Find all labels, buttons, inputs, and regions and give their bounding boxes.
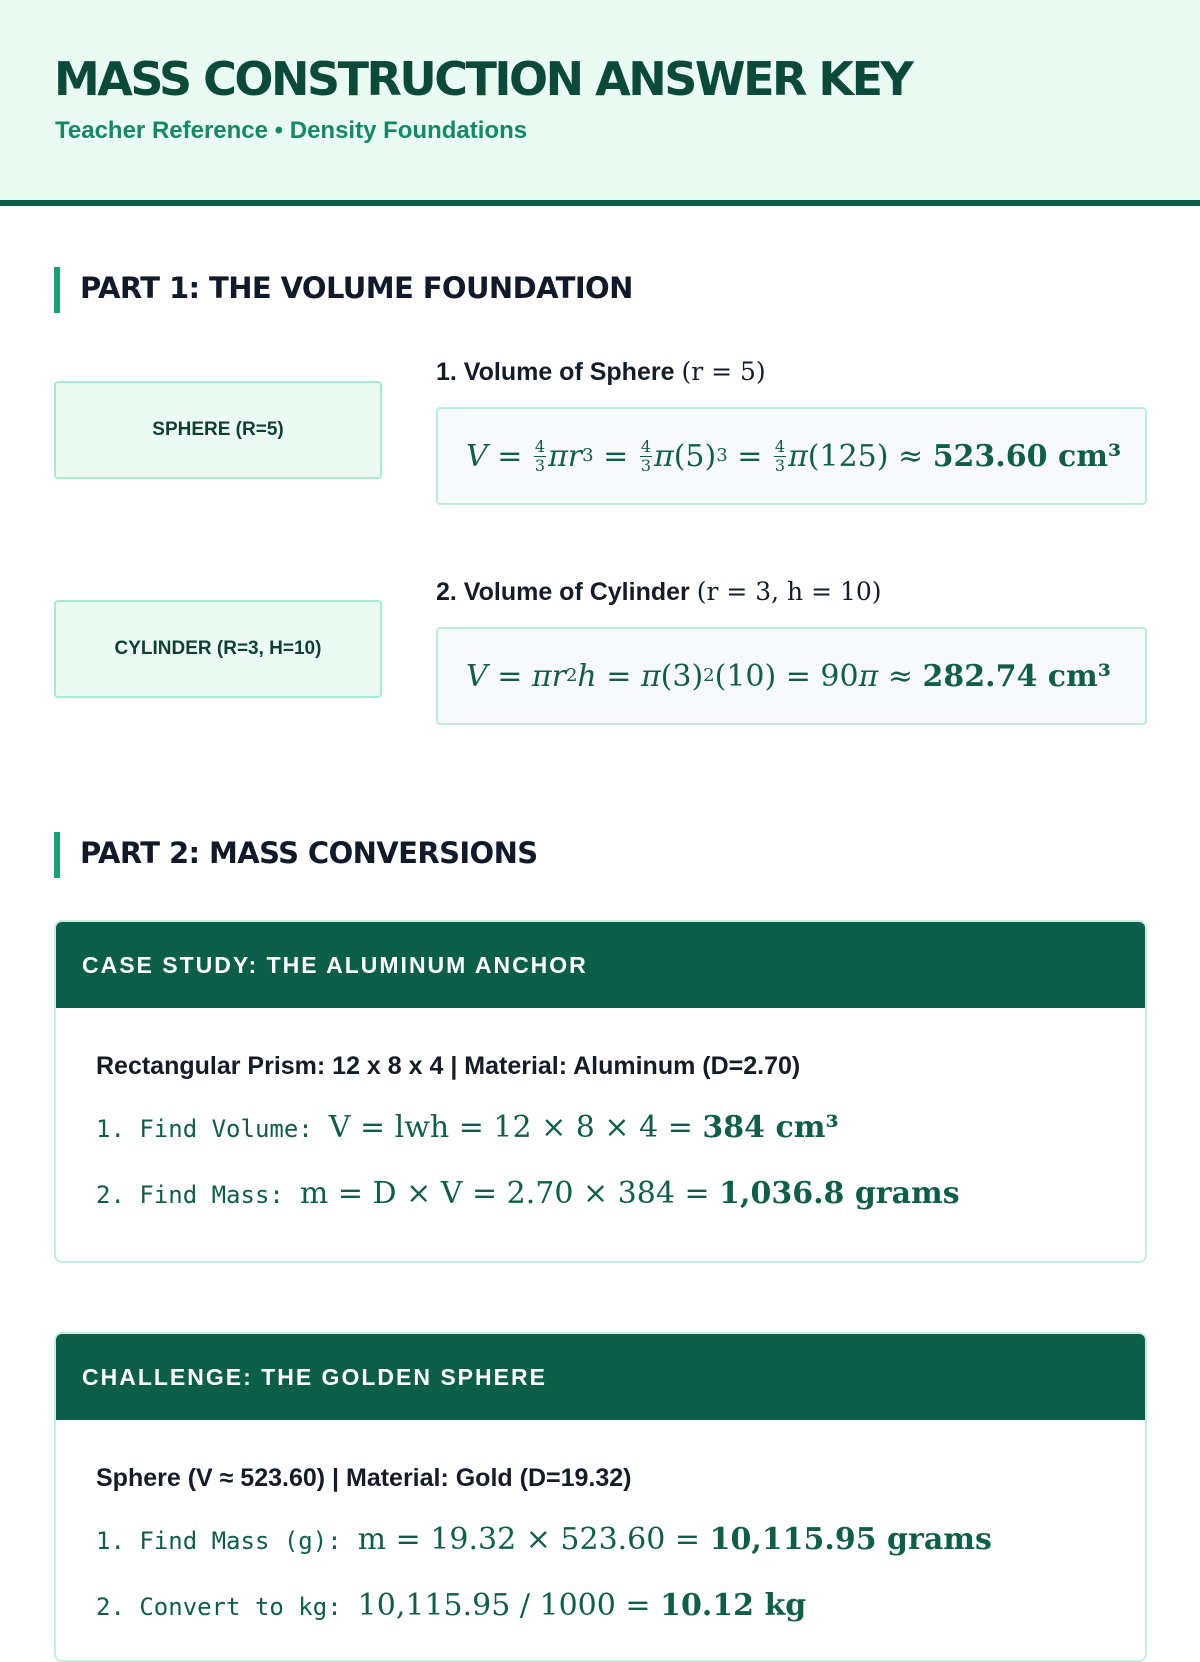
- question-1-condition: (r = 5): [681, 357, 766, 386]
- case-study-card: [54, 920, 1147, 1263]
- case-study-header: CASE STUDY: THE ALUMINUM ANCHOR: [56, 922, 1145, 1008]
- step-expression: V = lwh = 12 × 8 × 4 = 384 cm³: [328, 1110, 839, 1145]
- sphere-volume-result: 523.60 cm³: [932, 438, 1122, 474]
- question-2-text: 2. Volume of Cylinder: [436, 578, 690, 606]
- case-study-step-1: [96, 1110, 839, 1145]
- step-label: 2. Find Mass:: [96, 1181, 284, 1209]
- challenge-card: [54, 1332, 1147, 1662]
- step-label: 2. Convert to kg:: [96, 1593, 342, 1621]
- page-subtitle: Teacher Reference • Density Foundations: [55, 117, 528, 144]
- case-study-spec: Rectangular Prism: 12 x 8 x 4 | Material: Aluminum (D=2.70): [96, 1052, 801, 1080]
- cylinder-shape-placeholder: CYLINDER (R=3, H=10): [54, 600, 382, 698]
- challenge-step-1: [96, 1522, 992, 1557]
- section-accent-bar: [54, 267, 60, 313]
- step-label: 1. Find Mass (g):: [96, 1527, 342, 1555]
- question-1-text: 1. Volume of Sphere: [436, 358, 675, 386]
- volume-result: 384 cm³: [702, 1110, 839, 1145]
- section-title-part1: PART 1: THE VOLUME FOUNDATION: [80, 271, 633, 305]
- mass-result: 1,036.8 grams: [719, 1176, 960, 1211]
- sphere-volume-formula: V = $\frac{4}{3}$ πr 3 = $\frac{4}{3}$ π (5) 3 = $\frac{4}{3}$ π (125) ≈ 523.60 cm³: [436, 407, 1147, 505]
- gold-mass-result: 10,115.95 grams: [709, 1522, 992, 1557]
- page-title: MASS CONSTRUCTION ANSWER KEY: [54, 52, 912, 106]
- cylinder-volume-formula: V = πr 2 h = π (3) 2 (10) = 90 π ≈ 282.74 cm³: [436, 627, 1147, 725]
- question-2-condition: (r = 3, h = 10): [696, 577, 882, 606]
- section-title-part2: PART 2: MASS CONVERSIONS: [80, 836, 538, 870]
- cylinder-volume-result: 282.74 cm³: [922, 658, 1111, 694]
- sphere-shape-placeholder: SPHERE (R=5): [54, 381, 382, 479]
- question-1-label: [436, 357, 766, 387]
- challenge-header: CHALLENGE: THE GOLDEN SPHERE: [56, 1334, 1145, 1420]
- challenge-spec: Sphere (V ≈ 523.60) | Material: Gold (D=19.32): [96, 1464, 632, 1492]
- case-study-step-2: [96, 1176, 960, 1211]
- step-label: 1. Find Volume:: [96, 1115, 313, 1143]
- question-2-label: [436, 577, 882, 607]
- challenge-step-2: [96, 1588, 806, 1623]
- section-accent-bar: [54, 832, 60, 878]
- step-expression: m = 19.32 × 523.60 = 10,115.95 grams: [357, 1522, 992, 1557]
- step-expression: m = D × V = 2.70 × 384 = 1,036.8 grams: [299, 1176, 960, 1211]
- kg-result: 10.12 kg: [660, 1588, 807, 1623]
- page-header: [0, 0, 1200, 206]
- step-expression: 10,115.95 / 1000 = 10.12 kg: [357, 1588, 807, 1623]
